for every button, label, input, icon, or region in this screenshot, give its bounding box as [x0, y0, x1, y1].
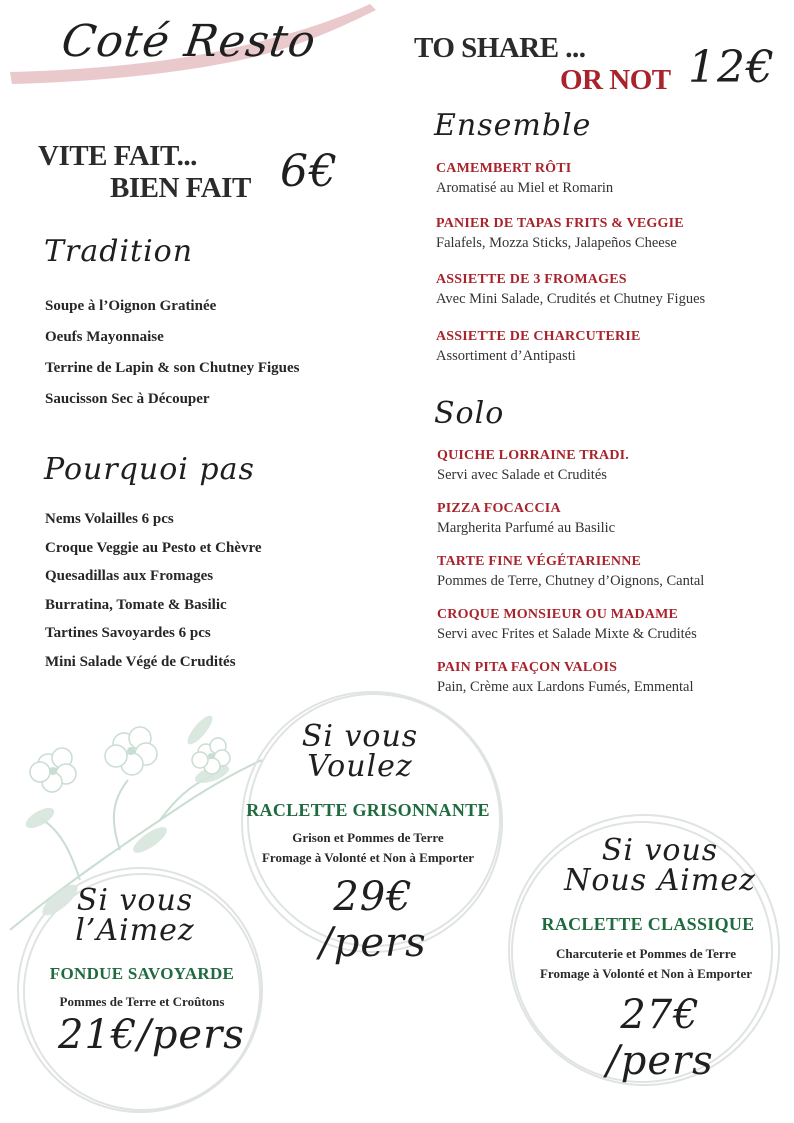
- menu-item: [436, 161, 705, 216]
- menu-item-name: ASSIETTE DE CHARCUTERIE: [436, 329, 641, 344]
- to-share-headline: TO SHARE ...: [414, 32, 586, 64]
- raclette-classique-title: RACLETTE CLASSIQUE: [541, 914, 755, 934]
- list-item: Croque Veggie au Pesto et Chèvre: [45, 539, 262, 556]
- list-item: Terrine de Lapin & son Chutney Figues: [45, 360, 300, 376]
- vite-fait-price: 6€: [280, 146, 338, 197]
- raclette-classique-desc: Charcuterie et Pommes de Terre Fromage à Volonté et Non à Emporter: [539, 946, 753, 981]
- menu-item-name: TARTE FINE VÉGÉTARIENNE: [437, 554, 642, 569]
- list-item: Tartines Savoyardes 6 pcs: [45, 625, 211, 642]
- section-title-tradition: Tradition: [44, 234, 194, 269]
- menu-item: [437, 448, 704, 501]
- tradition-list: [45, 298, 299, 422]
- menu-item-desc: Servi avec Frites et Salade Mixte & Crudités: [437, 626, 697, 642]
- pourquoi-pas-list: [45, 511, 262, 683]
- or-not-headline: OR NOT: [560, 64, 671, 96]
- list-item: Soupe à l’Oignon Gratinée: [45, 298, 217, 314]
- raclette-classique-price: 27€ /pers: [606, 992, 714, 1084]
- list-item: Oeufs Mayonnaise: [45, 329, 164, 345]
- menu-item: [437, 501, 704, 554]
- menu-item-name: QUICHE LORRAINE TRADI.: [437, 448, 630, 463]
- list-item: Nems Volailles 6 pcs: [45, 511, 174, 527]
- script-si-vous-voulez: Si vous Voulez: [301, 719, 419, 784]
- list-item: Mini Salade Végé de Crudités: [45, 653, 236, 670]
- vite-fait-headline: VITE FAIT...: [38, 140, 197, 172]
- section-title-solo: Solo: [434, 396, 505, 431]
- fondue-savoyarde-price: 21€/pers: [58, 1012, 245, 1058]
- list-item: Quesadillas aux Fromages: [45, 568, 214, 585]
- section-title-pourquoi-pas: Pourquoi pas: [44, 452, 255, 487]
- menu-item-desc: Aromatisé au Miel et Romarin: [436, 180, 614, 196]
- bien-fait-headline: BIEN FAIT: [110, 172, 251, 204]
- fondue-savoyarde-title: FONDUE SAVOYARDE: [49, 964, 235, 983]
- menu-item: [437, 607, 704, 660]
- menu-item-name: PAIN PITA FAÇON VALOIS: [437, 660, 618, 675]
- raclette-grisonnante-title: RACLETTE GRISONNANTE: [246, 800, 490, 820]
- menu-item-desc: Avec Mini Salade, Crudités et Chutney Figues: [436, 291, 706, 307]
- menu-item-desc: Falafels, Mozza Sticks, Jalapeños Cheese: [436, 235, 677, 251]
- ensemble-list: [436, 161, 705, 384]
- menu-item-name: PIZZA FOCACCIA: [437, 501, 561, 516]
- menu-item-desc: Servi avec Salade et Crudités: [437, 467, 607, 483]
- menu-item-desc: Pain, Crème aux Lardons Fumés, Emmental: [437, 679, 694, 695]
- fondue-savoyarde-desc: Pommes de Terre et Croûtons: [59, 994, 225, 1009]
- list-item: Saucisson Sec à Découper: [45, 391, 210, 407]
- raclette-grisonnante-price: 29€ /pers: [319, 874, 427, 966]
- section-title-ensemble: Ensemble: [434, 108, 592, 143]
- script-si-vous-nous-aimez: Si vous Nous Aimez: [564, 833, 756, 898]
- list-item: Burratina, Tomate & Basilic: [45, 596, 227, 613]
- menu-item-name: CROQUE MONSIEUR OU MADAME: [437, 607, 679, 622]
- menu-item-desc: Margherita Parfumé au Basilic: [437, 520, 616, 536]
- menu-item: [437, 554, 704, 607]
- menu-item-desc: Pommes de Terre, Chutney d’Oignons, Cantal: [437, 573, 705, 589]
- raclette-grisonnante-desc: Grison et Pommes de Terre Fromage à Volonté et Non à Emporter: [261, 830, 475, 865]
- menu-item: [436, 216, 705, 272]
- to-share-price: 12€: [688, 42, 775, 93]
- menu-item-name: ASSIETTE DE 3 FROMAGES: [436, 272, 627, 287]
- menu-item-name: PANIER DE TAPAS FRITS & VEGGIE: [436, 216, 684, 231]
- menu-item: [436, 272, 705, 329]
- script-si-vous-laimez: Si vous l’Aimez: [75, 883, 195, 948]
- solo-list: [437, 448, 704, 713]
- menu-item-desc: Assortiment d’Antipasti: [436, 348, 576, 364]
- brand-logo: Coté Resto: [58, 16, 320, 67]
- menu-item: [436, 329, 705, 384]
- menu-item-name: CAMEMBERT RÔTI: [436, 161, 572, 176]
